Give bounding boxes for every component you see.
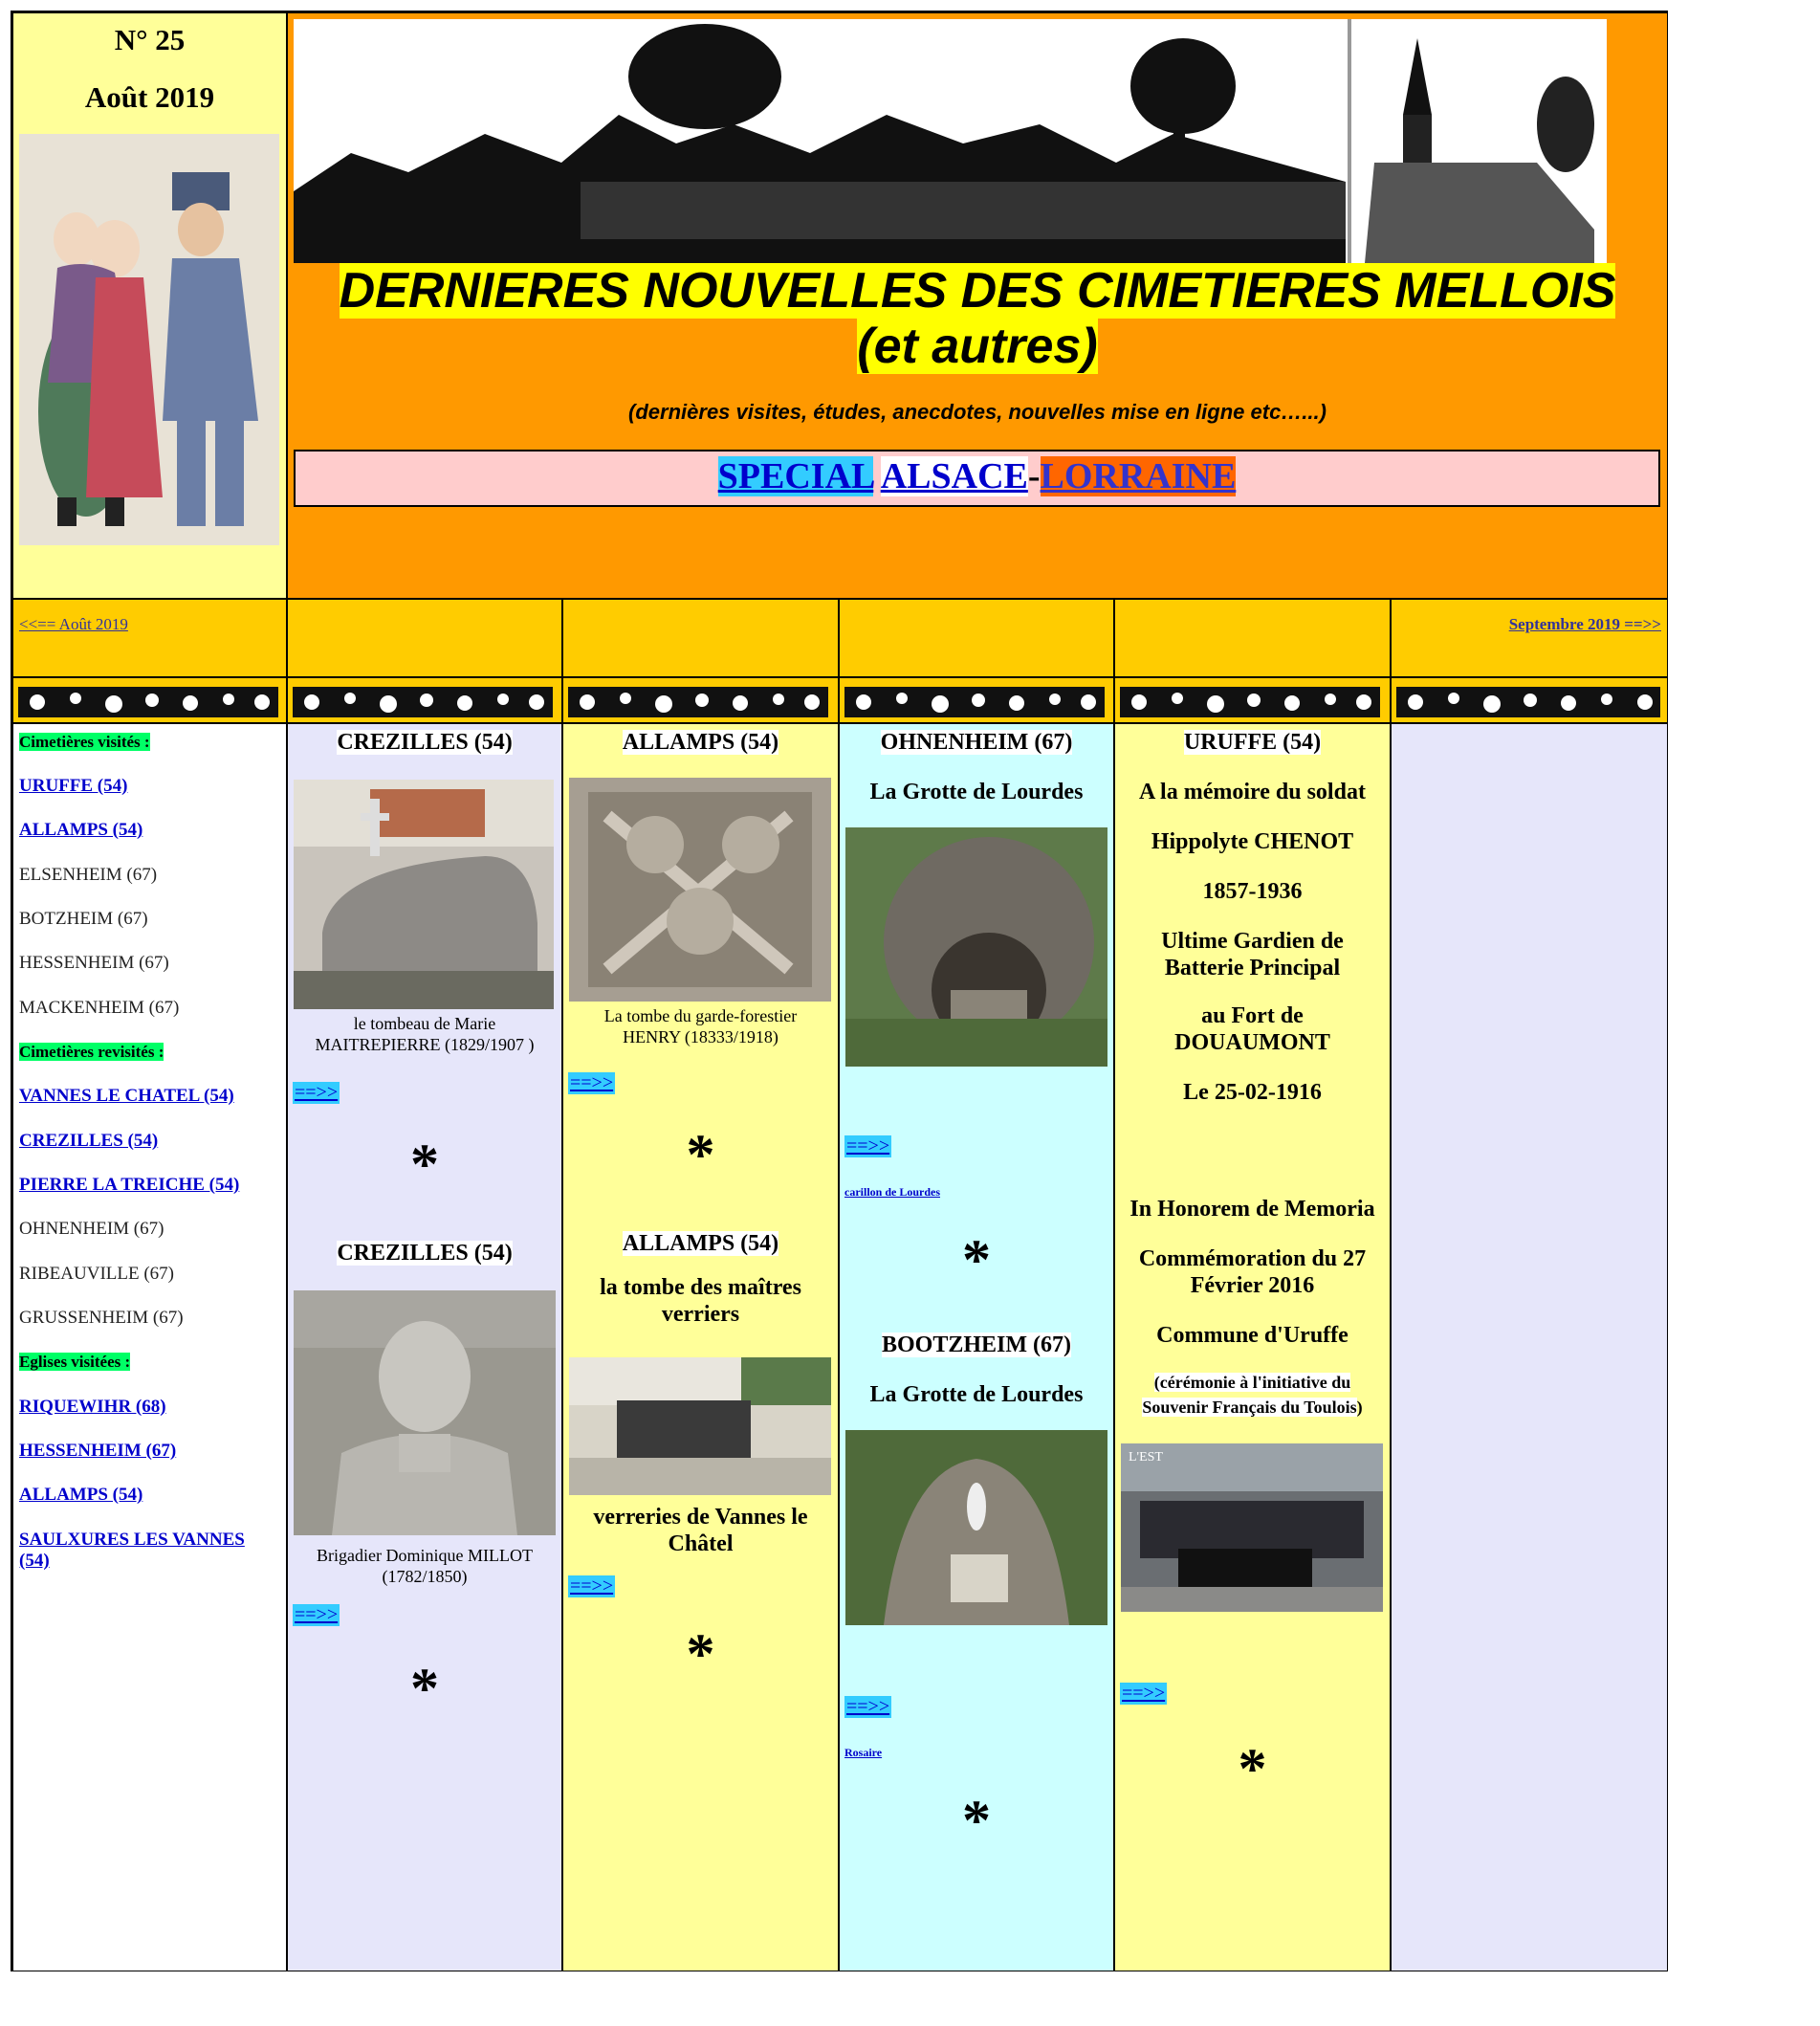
sidebar-item-riquewihr[interactable]: RIQUEWIHR (68) — [19, 1397, 166, 1417]
page-title: DERNIERES NOUVELLES DES CIMETIERES MELLOIS — [339, 263, 1616, 319]
issue-panel — [12, 12, 287, 599]
soldier-dates: 1857-1936 — [1202, 879, 1303, 904]
rosaire-link[interactable]: Rosaire — [844, 1746, 883, 1759]
bootzheim-more-link[interactable]: ==>> — [846, 1696, 890, 1717]
commemoration-line2: Février 2016 — [1190, 1273, 1315, 1298]
ornament-cell — [1114, 677, 1391, 723]
sidebar-item-crezilles[interactable]: CREZILLES (54) — [19, 1131, 159, 1151]
visited-heading: Cimetières visités : — [19, 733, 150, 751]
column-ohnenheim — [839, 723, 1114, 1971]
tomb-caption-line1: le tombeau de Marie — [353, 1014, 496, 1033]
glassmakers-subtitle-line1: la tombe des maîtres — [600, 1275, 801, 1300]
separator-star: * — [686, 1622, 715, 1685]
revisited-heading: Cimetières revisités : — [19, 1043, 164, 1061]
ornament-strip-image — [568, 687, 828, 717]
separator-star: * — [962, 1228, 991, 1291]
prev-issue-link[interactable]: <<== Août 2019 — [19, 615, 128, 633]
crezilles-more-link[interactable]: ==>> — [295, 1082, 339, 1103]
separator-star: * — [410, 1657, 439, 1720]
issue-month: Août 2019 — [84, 80, 215, 114]
sidebar-item-vannes-le-chatel[interactable]: VANNES LE CHATEL (54) — [19, 1086, 234, 1106]
soldier-name: Hippolyte CHENOT — [1151, 829, 1354, 854]
glassworks-caption-line1: verreries de Vannes le — [593, 1505, 808, 1530]
tomb-caption-line2: MAITREPIERRE (1829/1907 ) — [315, 1035, 535, 1054]
special-link[interactable]: SPECIAL — [717, 456, 874, 496]
fort-line1: au Fort de — [1201, 1003, 1304, 1028]
sidebar-item-hessenheim: HESSENHEIM (67) — [19, 953, 169, 973]
cemetery-banner-image — [294, 19, 1607, 263]
postcard-image — [19, 134, 279, 545]
churches-heading: Eglises visitées : — [19, 1353, 131, 1371]
column-crezilles — [287, 723, 562, 1971]
masthead — [287, 12, 1668, 599]
column-uruffe — [1114, 723, 1391, 1971]
column-empty — [1391, 723, 1668, 1971]
separator-star: * — [962, 1789, 991, 1852]
glassmakers-photo[interactable] — [569, 1357, 831, 1495]
sidebar-item-uruffe[interactable]: URUFFE (54) — [19, 776, 128, 796]
separator-star: * — [686, 1123, 715, 1186]
ohnenheim-more-link[interactable]: ==>> — [846, 1135, 890, 1156]
ornament-cell — [839, 677, 1114, 723]
bust-caption-line2: (1782/1850) — [382, 1567, 468, 1586]
alsace-link[interactable]: ALSACE — [880, 456, 1028, 496]
grotto-subtitle-2: La Grotte de Lourdes — [869, 1382, 1084, 1407]
sidebar-item-botzheim: BOTZHEIM (67) — [19, 909, 148, 929]
crezilles-title-2: CREZILLES (54) — [337, 1241, 513, 1266]
commune-line: Commune d'Uruffe — [1156, 1323, 1349, 1348]
column-allamps — [562, 723, 839, 1971]
page-subtitle: (dernières visites, études, anecdotes, nouvelles mise en ligne etc…...) — [628, 400, 1327, 424]
grotto-photo[interactable] — [845, 827, 1107, 1067]
allamps-more-link[interactable]: ==>> — [570, 1072, 614, 1093]
ornament-strip-image — [293, 687, 553, 717]
ornament-cell — [12, 677, 287, 723]
uruffe-title: URUFFE (54) — [1183, 730, 1322, 755]
bootzheim-title: BOOTZHEIM (67) — [881, 1332, 1071, 1357]
nav-cell — [287, 599, 562, 677]
tomb-photo[interactable] — [294, 780, 554, 1009]
page-title-extra: (et autres) — [857, 319, 1098, 374]
forester-caption-line1: La tombe du garde-forestier — [603, 1006, 798, 1025]
ceremony-note-line1: (cérémonie à l'initiative du — [1153, 1373, 1351, 1392]
fort-line2: DOUAUMONT — [1174, 1030, 1330, 1055]
ornament-strip-image — [844, 687, 1105, 717]
sidebar-item-mackenheim: MACKENHEIM (67) — [19, 998, 180, 1018]
sidebar-item-pierre-la-treiche[interactable]: PIERRE LA TREICHE (54) — [19, 1175, 240, 1195]
sidebar-item-saulxures[interactable]: SAULXURES LES VANNES — [19, 1530, 245, 1550]
sidebar-item-saulxures-dept[interactable]: (54) — [19, 1551, 50, 1571]
nav-cell-next — [1391, 599, 1668, 677]
special-banner — [294, 450, 1660, 507]
glassmakers-subtitle-line2: verriers — [661, 1302, 740, 1327]
sidebar — [12, 723, 287, 1971]
nav-cell — [839, 599, 1114, 677]
ornament-strip-image — [18, 687, 278, 717]
crezilles-title: CREZILLES (54) — [337, 730, 513, 755]
issue-number: N° 25 — [114, 23, 186, 56]
sidebar-item-hessenheim-church[interactable]: HESSENHEIM (67) — [19, 1441, 177, 1461]
sidebar-item-grussenheim: GRUSSENHEIM (67) — [19, 1308, 184, 1328]
carved-tomb-photo[interactable] — [569, 778, 831, 1002]
ornament-strip-image — [1396, 687, 1660, 717]
separator-star: * — [410, 1133, 439, 1196]
grotto-subtitle: La Grotte de Lourdes — [869, 780, 1084, 804]
crezilles-more-link-2[interactable]: ==>> — [295, 1604, 339, 1625]
separator-star: * — [1238, 1737, 1267, 1800]
special-separator: - — [1027, 456, 1041, 496]
sidebar-item-allamps-church[interactable]: ALLAMPS (54) — [19, 1485, 143, 1505]
carillon-link[interactable]: carillon de Lourdes — [844, 1185, 941, 1199]
glassworks-caption-line2: Châtel — [668, 1531, 734, 1556]
uruffe-more-link[interactable]: ==>> — [1122, 1683, 1166, 1704]
page-frame — [11, 11, 1668, 1971]
commemoration-line1: Commémoration du 27 — [1138, 1246, 1367, 1271]
sidebar-item-elsenheim: ELSENHEIM (67) — [19, 865, 158, 885]
allamps-more-link-2[interactable]: ==>> — [570, 1575, 614, 1597]
nav-cell-prev — [12, 599, 287, 677]
event-date: Le 25-02-1916 — [1183, 1080, 1322, 1105]
ceremony-note-line2: Souvenir Français du Toulois) — [1142, 1398, 1363, 1417]
sidebar-item-ribeauville: RIBEAUVILLE (67) — [19, 1264, 174, 1284]
allamps-title: ALLAMPS (54) — [622, 730, 779, 755]
soldier-role-line1: Ultime Gardien de — [1161, 929, 1344, 954]
soldier-role-line2: Batterie Principal — [1164, 956, 1341, 980]
ornament-cell — [1391, 677, 1668, 723]
bust-photo[interactable] — [294, 1290, 556, 1535]
ornament-cell — [287, 677, 562, 723]
photo-watermark: L'EST — [1129, 1450, 1163, 1464]
nav-cell — [1114, 599, 1391, 677]
bust-caption-line1: Brigadier Dominique MILLOT — [317, 1546, 533, 1565]
ornament-strip-image — [1120, 687, 1380, 717]
lorraine-link[interactable]: LORRAINE — [1040, 456, 1237, 496]
allamps-title-2: ALLAMPS (54) — [622, 1231, 779, 1256]
forester-caption-line2: HENRY (18333/1918) — [623, 1027, 778, 1046]
ornament-cell — [562, 677, 839, 723]
honorem-line: In Honorem de Memoria — [1129, 1197, 1375, 1222]
grotto-photo-2[interactable] — [845, 1430, 1107, 1625]
sidebar-item-ohnenheim: OHNENHEIM (67) — [19, 1219, 164, 1239]
nav-cell — [562, 599, 839, 677]
ceremony-photo[interactable] — [1121, 1443, 1383, 1612]
sidebar-item-allamps[interactable]: ALLAMPS (54) — [19, 820, 143, 840]
ohnenheim-title: OHNENHEIM (67) — [880, 730, 1073, 755]
memorial-line: A la mémoire du soldat — [1139, 780, 1366, 804]
next-issue-link[interactable]: Septembre 2019 ==>> — [1508, 615, 1661, 633]
